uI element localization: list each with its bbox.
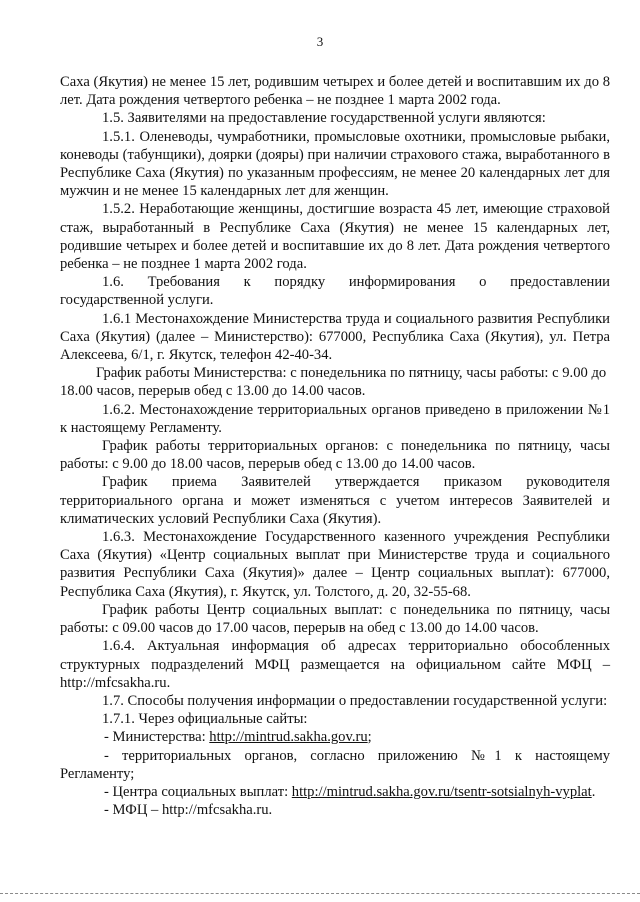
paragraph-1-5: 1.5. Заявителями на предоставление государственной услуги являются: bbox=[102, 110, 546, 127]
paragraph-1-5-1: 1.5.1. Оленеводы, чумработники, промысловые охотники, промысловые рыбаки, коневоды (табунщики), доярки (дояры) при наличии страхового стажа, выработанного в Республике Саха (Якутия) по указанным профессиям, не менее 20 календарных лет для мужчин и не менее 15 календарных лет для женщин. bbox=[60, 128, 610, 200]
site-territorial: - территориальных органов, согласно приложению №1 к настоящему Регламенту; bbox=[60, 747, 610, 782]
paragraph-center-schedule: График работы Центр социальных выплат: с понедельника по пятницу, часы работы: с 09.00 часов до 17.00 часов, перерыв на обед с 13.00 до 14.00 часов. bbox=[60, 601, 610, 637]
paragraph-1-6-4: 1.6.4. Актуальная информация об адресах территориально обособленных структурных подразделений МФЦ размещается на официальном сайте МФЦ – http://mfcsakha.ru. bbox=[60, 638, 610, 691]
paragraph-1-7: 1.7. Способы получения информации о предоставлении государственной услуги: bbox=[102, 692, 608, 709]
paragraph-1-6-line2: государственной услуги. bbox=[60, 292, 214, 309]
site-ministry-suffix: ; bbox=[367, 729, 372, 746]
paragraph-1-6-3: 1.6.3. Местонахождение Государственного казенного учреждения Республики Саха (Якутия) «Центр социальных выплат при Министерстве труда и социального развития Республики Саха (Якутия)» далее – Центр социальных выплат): 677000, Республика Саха (Якутия), г. Якутск, ул. Толстого, д. 20, 32-55-68. bbox=[60, 529, 610, 600]
paragraph-continuation: Саха (Якутия) не менее 15 лет, родившим четырех и более детей и воспитавшим их до 8 лет. Дата рождения четвертого ребенка – не позднее 1 марта 2002 года. bbox=[60, 74, 610, 109]
paragraph-reception-schedule: График приема Заявителей утверждается приказом руководителя территориального органа и может изменяться с учетом интересов Заявителей и климатических условий Республики Саха (Якутия). bbox=[60, 474, 610, 527]
paragraph-1-6-line1: 1.6. Требования к порядку информирования о предоставлении bbox=[102, 274, 610, 291]
paragraph-territorial-schedule: График работы территориальных органов: с понедельника по пятницу, часы работы: с 9.00 до 18.00 часов, перерыв обед с 13.00 до 14.00 часов. bbox=[60, 438, 610, 473]
paragraph-1-7-1: 1.7.1. Через официальные сайты: bbox=[102, 711, 308, 728]
site-ministry-label: - Министерства: bbox=[104, 729, 210, 746]
paragraph-ministry-schedule: График работы Министерства: с понедельника по пятницу, часы работы: с 9.00 до 18.00 часов, перерыв обед с 13.00 до 14.00 часов. bbox=[60, 365, 607, 400]
ministry-link[interactable]: http://mintrud.sakha.gov.ru bbox=[209, 729, 368, 746]
site-ministry bbox=[60, 728, 610, 746]
paragraph-1-6-2: 1.6.2. Местонахождение территориальных органов приведено в приложении №1 к настоящему Регламенту. bbox=[60, 401, 610, 436]
site-mfc: - МФЦ – http://mfcsakha.ru. bbox=[104, 802, 273, 819]
page-number: 3 bbox=[316, 34, 324, 49]
footer-divider bbox=[0, 893, 640, 894]
center-link[interactable]: http://mintrud.sakha.gov.ru/tsentr-sotsialnyh-vyplat bbox=[291, 783, 592, 800]
document-body bbox=[60, 73, 610, 819]
paragraph-1-6-1: 1.6.1 Местонахождение Министерства труда и социального развития Республики Саха (Якутия) (далее – Министерство): 677000, Республика Саха (Якутия), ул. Петра Алексеева, 6/1, г. Якутск, телефон 42-40-34. bbox=[60, 310, 610, 364]
paragraph-1-5-2: 1.5.2. Неработающие женщины, достигшие возраста 45 лет, имеющие страховой стаж, выработанный в Республике Саха (Якутия) не менее 15 календарных лет, родившие четырех и более детей и воспитавшие их до 8 лет. Дата рождения четвертого ребенка – не позднее 1 марта 2002 года. bbox=[60, 201, 610, 273]
site-center bbox=[60, 783, 610, 801]
site-center-suffix: . bbox=[591, 783, 596, 800]
site-center-label: - Центра социальных выплат: bbox=[104, 783, 292, 800]
